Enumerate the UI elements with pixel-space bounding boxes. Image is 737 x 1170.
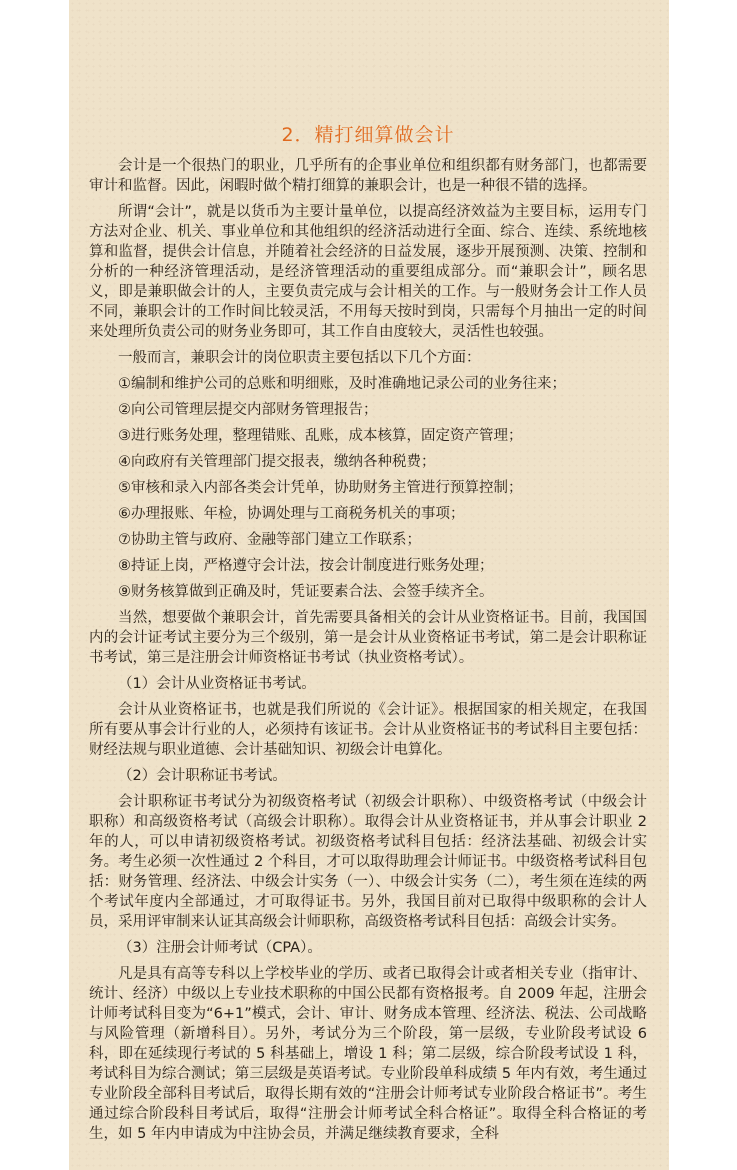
duty-item-3: ③进行账务处理，整理错账、乱账，成本核算，固定资产管理； [118, 428, 523, 444]
paragraph-intro: 会计是一个很热门的职业，几乎所有的企事业单位和组织都有财务部门，也都需要审计和监督。因此，闲暇时做个精打细算的兼职会计，也是一种很不错的选择。 [89, 158, 647, 194]
paragraph-duties-intro: 一般而言，兼职会计的岗位职责主要包括以下几个方面： [118, 350, 481, 366]
duty-item-9: ⑨财务核算做到正确及时，凭证要素合法、会签手续齐全。 [118, 584, 494, 600]
section-body-2: 会计职称证书考试分为初级资格考试（初级会计职称）、中级资格考试（中级会计职称）和高级资格考试（高级会计职称）。取得会计从业资格证书，并从事会计职业 2 年的人，可以申请初级资格考试。初级资格考试科目包括：经济法基础、初级会计实务。考生必须一次性通过 2 个科目，才可以取得助理会计师证书。中级资格考试科目包括：财务管理、经济法、中级会计实务（一）、中级会计实务（二），考生须在连续的两个考试年度内全部通过，才可取得证书。另外，我国目前对已取得中级职称的会计人员，采用评审制来认证其高级会计师职称，高级资格考试科目包括：高级会计实务。 [89, 794, 647, 930]
duty-item-5: ⑤审核和录入内部各类会计凭单，协助财务主管进行预算控制； [118, 480, 523, 496]
section-body-3: 凡是具有高等专科以上学校毕业的学历、或者已取得会计或者相关专业（指审计、统计、经济）中级以上专业技术职称的中国公民都有资格报考。自 2009 年起，注册会计师考试科目变为“6+1”模式，会计、审计、财务成本管理、经济法、税法、公司战略与风险管理（新增科目）。另外，考试分为三个阶段，第一层级，专业阶段考试设 6 科，即在延续现行考试的 5 科基础上，增设 1 科；第二层级，综合阶段考试设 1 科，考试科目为综合测试；第三层级是英语考试。专业阶段单科成绩 5 年内有效，考生通过专业阶段全部科目考试后，取得长期有效的“注册会计师考试专业阶段合格证书”。考生通过综合阶段科目考试后，取得“注册会计师考试全科合格证”。取得全科合格证的考生，如 5 年内申请成为中注协会员，并满足继续教育要求，全科 [89, 966, 647, 1142]
duty-item-2: ②向公司管理层提交内部财务管理报告； [118, 402, 378, 418]
paragraph-certificates: 当然，想要做个兼职会计，首先需要具备相关的会计从业资格证书。目前，我国国内的会计证考试主要分为三个级别，第一是会计从业资格证书考试，第二是会计职称证书考试，第三是注册会计师资格证书考试（执业资格考试）。 [89, 610, 647, 666]
section-title: 2．精打细算做会计 [281, 124, 455, 146]
duty-item-4: ④向政府有关管理部门提交报表，缴纳各种税费； [118, 454, 436, 470]
duty-item-1: ①编制和维护公司的总账和明细账，及时准确地记录公司的业务往来； [118, 376, 566, 392]
duty-item-8: ⑧持证上岗，严格遵守会计法，按会计制度进行账务处理； [118, 558, 494, 574]
section-heading-3: （3）注册会计师考试（CPA）。 [118, 940, 322, 956]
section-heading-1: （1）会计从业资格证书考试。 [118, 676, 316, 692]
section-body-1: 会计从业资格证书，也就是我们所说的《会计证》。根据国家的相关规定，在我国所有要从事会计行业的人，必须持有该证书。会计从业资格证书的考试科目主要包括：财经法规与职业道德、会计基础知识、初级会计电算化。 [89, 702, 647, 758]
page-content [89, 122, 647, 1150]
duty-item-7: ⑦协助主管与政府、金融等部门建立工作联系； [118, 532, 421, 548]
duty-item-6: ⑥办理报账、年检，协调处理与工商税务机关的事项； [118, 506, 465, 522]
paragraph-definition: 所谓“会计”，就是以货币为主要计量单位，以提高经济效益为主要目标，运用专门方法对企业、机关、事业单位和其他组织的经济活动进行全面、综合、连续、系统地核算和监督，提供会计信息，并随着社会经济的日益发展，逐步开展预测、决策、控制和分析的一种经济管理活动，是经济管理活动的重要组成部分。而“兼职会计”，顾名思义，即是兼职做会计的人，主要负责完成与会计相关的工作。与一般财务会计工作人员不同，兼职会计的工作时间比较灵活，不用每天按时到岗，只需每个月抽出一定的时间来处理所负责公司的财务业务即可，其工作自由度较大，灵活性也较强。 [89, 204, 647, 340]
book-page [69, 0, 669, 1170]
section-heading-2: （2）会计职称证书考试。 [118, 768, 287, 784]
